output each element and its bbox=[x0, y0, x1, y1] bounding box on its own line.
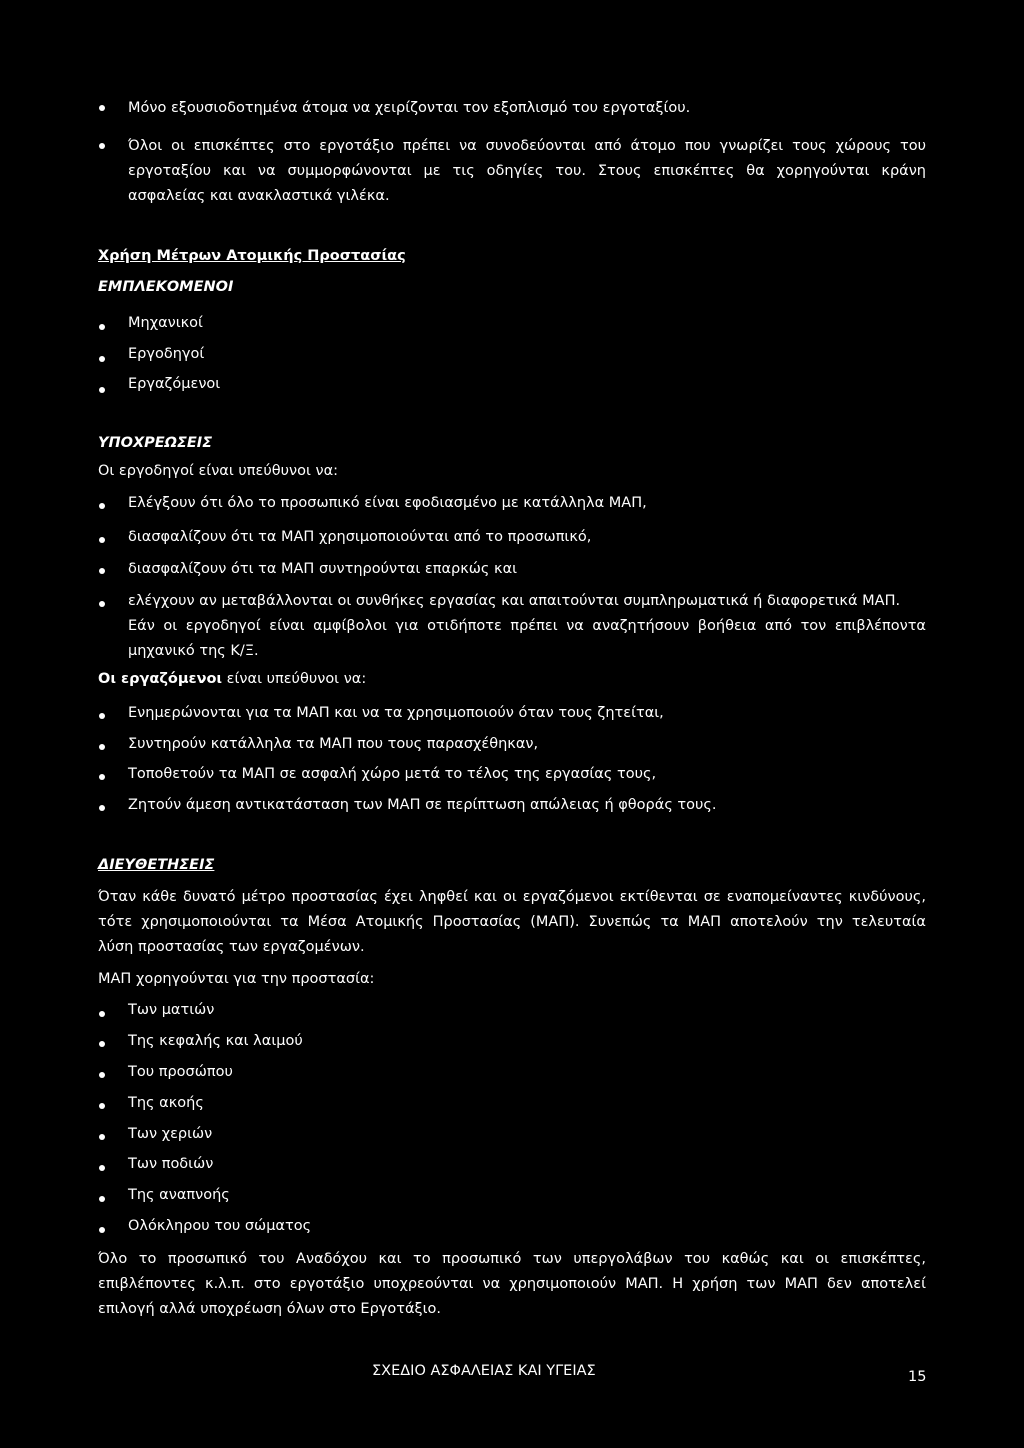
obligation-item: διασφαλίζουν ότι τα ΜΑΠ συντηρούνται επαρκώς και bbox=[128, 561, 518, 577]
bullet-icon bbox=[99, 774, 105, 780]
directions-para2-line-3: επιλογή αλλά υποχρέωση όλων στο Εργοτάξιο. bbox=[98, 1301, 442, 1317]
doubt-line-1: Εάν οι εργοδηγοί είναι αμφίβολοι για οτιδήποτε πρέπει να αναζητήσουν βοήθεια από τον επιβλέποντα bbox=[128, 618, 926, 634]
ppe-item: Του προσώπου bbox=[128, 1064, 233, 1080]
bullet-icon bbox=[99, 1227, 105, 1233]
involved-item: Εργοδηγοί bbox=[128, 346, 205, 362]
directions-para2-line-2: επιβλέποντες κ.λ.π. στο εργοτάξιο υποχρεούνται να χρησιμοποιούν ΜΑΠ. Η χρήση των ΜΑΠ δεν αποτελεί bbox=[98, 1276, 926, 1292]
bullet-icon bbox=[99, 387, 105, 393]
section-title: Χρήση Μέτρων Ατομικής Προστασίας bbox=[98, 248, 406, 264]
obligations-intro: Οι εργοδηγοί είναι υπεύθυνοι να: bbox=[98, 463, 339, 479]
bullet-icon bbox=[99, 503, 105, 509]
involved-heading: ΕΜΠΛΕΚΟΜΕΝΟΙ bbox=[98, 279, 234, 295]
ppe-item: Της αναπνοής bbox=[128, 1187, 230, 1203]
bullet-icon bbox=[99, 143, 105, 149]
bullet-icon bbox=[99, 568, 105, 574]
involved-item: Μηχανικοί bbox=[128, 315, 203, 331]
bullet-icon bbox=[99, 805, 105, 811]
bullet-icon bbox=[99, 713, 105, 719]
worker-item: Συντηρούν κατάλληλα τα ΜΑΠ που τους παρασχέθηκαν, bbox=[128, 736, 539, 752]
workers-intro-rest: είναι υπεύθυνοι να: bbox=[222, 671, 367, 687]
bullet-icon bbox=[99, 1196, 105, 1202]
directions-para1-line-3: λύση προστασίας των εργαζομένων. bbox=[98, 939, 365, 955]
workers-intro-bold: Οι εργαζόμενοι bbox=[98, 671, 223, 687]
obligation-item: ελέγχουν αν μεταβάλλονται οι συνθήκες εργασίας και απαιτούνται συμπληρωματικά ή διαφορετικά ΜΑΠ. bbox=[128, 593, 901, 609]
worker-item: Ενημερώνονται για τα ΜΑΠ και να τα χρησιμοποιούν όταν τους ζητείται, bbox=[128, 705, 664, 721]
intro-bullet-1: Μόνο εξουσιοδοτημένα άτομα να χειρίζονται τον εξοπλισμό του εργοταξίου. bbox=[128, 100, 691, 116]
directions-para1-line-2: τότε χρησιμοποιούνται τα Μέσα Ατομικής Προστασίας (ΜΑΠ). Συνεπώς τα ΜΑΠ αποτελούν την τελευταία bbox=[98, 914, 926, 930]
bullet-icon bbox=[99, 324, 105, 330]
ppe-item: Των ποδιών bbox=[128, 1156, 214, 1172]
obligation-item: Ελέγξουν ότι όλο το προσωπικό είναι εφοδιασμένο με κατάλληλα ΜΑΠ, bbox=[128, 495, 647, 511]
ppe-item: Των χεριών bbox=[128, 1126, 213, 1142]
ppe-item: Της κεφαλής και λαιμού bbox=[128, 1033, 303, 1049]
bullet-icon bbox=[99, 1134, 105, 1140]
bullet-icon bbox=[99, 356, 105, 362]
intro-bullet-2-line-2: εργοταξίου και να συμμορφώνονται με τις οδηγίες του. Στους επισκέπτες θα χορηγούνται κράνη bbox=[128, 163, 926, 179]
doubt-line-2: μηχανικό της Κ/Ξ. bbox=[128, 643, 259, 659]
ppe-item: Των ματιών bbox=[128, 1002, 215, 1018]
workers-intro bbox=[98, 672, 366, 687]
involved-item: Εργαζόμενοι bbox=[128, 376, 221, 392]
bullet-icon bbox=[99, 1011, 105, 1017]
ppe-intro: ΜΑΠ χορηγούνται για την προστασία: bbox=[98, 971, 375, 987]
obligation-item: διασφαλίζουν ότι τα ΜΑΠ χρησιμοποιούνται από το προσωπικό, bbox=[128, 529, 592, 545]
worker-item: Τοποθετούν τα ΜΑΠ σε ασφαλή χώρο μετά το τέλος της εργασίας τους, bbox=[128, 766, 657, 782]
bullet-icon bbox=[99, 744, 105, 750]
page-number: 15 bbox=[908, 1369, 927, 1385]
intro-bullet-2-line-3: ασφαλείας και ανακλαστικά γιλέκα. bbox=[128, 188, 390, 204]
obligations-heading: ΥΠΟΧΡΕΩΣΕΙΣ bbox=[98, 435, 213, 451]
bullet-icon bbox=[99, 1103, 105, 1109]
ppe-item: Της ακοής bbox=[128, 1095, 204, 1111]
intro-bullet-2-line-1: Όλοι οι επισκέπτες στο εργοτάξιο πρέπει να συνοδεύονται από άτομο που γνωρίζει τους χώρους του bbox=[128, 138, 926, 154]
bullet-icon bbox=[99, 1041, 105, 1047]
directions-para2-line-1: Όλο το προσωπικό του Αναδόχου και το προσωπικό των υπεργολάβων του καθώς και οι επισκέπτες, bbox=[98, 1251, 926, 1267]
footer-title: ΣΧΕΔΙΟ ΑΣΦΑΛΕΙΑΣ ΚΑΙ ΥΓΕΙΑΣ bbox=[372, 1363, 596, 1379]
bullet-icon bbox=[99, 1165, 105, 1171]
worker-item: Ζητούν άμεση αντικατάσταση των ΜΑΠ σε περίπτωση απώλειας ή φθοράς τους. bbox=[128, 797, 717, 813]
directions-para1-line-1: Όταν κάθε δυνατό μέτρο προστασίας έχει ληφθεί και οι εργαζόμενοι εκτίθενται σε εναπομείναντες κινδύνους, bbox=[98, 889, 926, 905]
directions-heading: ΔΙΕΥΘΕΤΗΣΕΙΣ bbox=[98, 857, 215, 873]
bullet-icon bbox=[99, 601, 105, 607]
bullet-icon bbox=[99, 1072, 105, 1078]
bullet-icon bbox=[99, 105, 105, 111]
ppe-item: Ολόκληρου του σώματος bbox=[128, 1218, 312, 1234]
bullet-icon bbox=[99, 537, 105, 543]
